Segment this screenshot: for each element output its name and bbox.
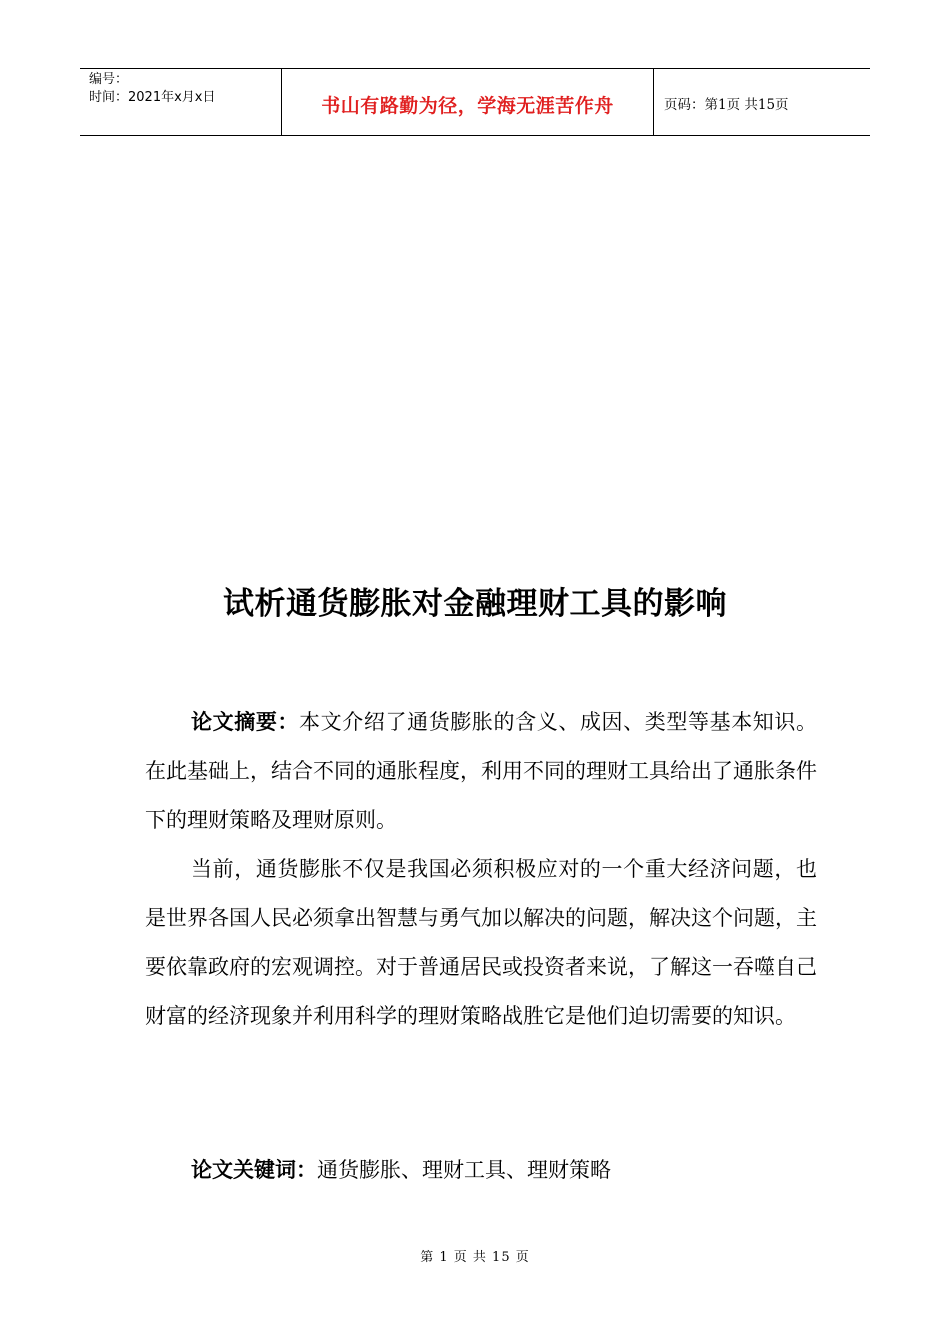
keywords-label: 论文关键词： [191,1157,317,1182]
header-motto: 书山有路勤为径，学海无涯苦作舟 [321,94,614,117]
page-footer: 第 1 页 共 15 页 [420,1250,530,1265]
abstract-paragraph [145,697,817,845]
keywords-text: 通货膨胀、理财工具、理财策略 [317,1158,611,1182]
document-time-label: 时间：2021年x月x日 [89,90,216,105]
header-motto-cell [282,69,654,135]
header-meta-cell [80,69,282,135]
header-page-cell [654,69,870,135]
intro-text: 当前，通货膨胀不仅是我国必须积极应对的一个重大经济问题，也是世界各国人民必须拿出智慧与勇气加以解决的问题，解决这个问题，主要依靠政府的宏观调控。对于普通居民或投资者来说，了解这一吞噬自己财富的经济现象并利用科学的理财策略战胜它是他们迫切需要的知识。 [145,857,817,1028]
header-table [80,68,870,136]
header-page-label: 页码：第1页 共15页 [664,97,789,113]
keywords-paragraph [145,1145,817,1195]
document-title: 试析通货膨胀对金融理财工具的影响 [223,586,727,622]
intro-paragraph [145,845,817,1041]
document-number-label: 编号： [89,72,129,87]
abstract-text: 本文介绍了通货膨胀的含义、成因、类型等基本知识。在此基础上，结合不同的通胀程度，利用不同的理财工具给出了通胀条件下的理财策略及理财原则。 [145,710,818,832]
abstract-label: 论文摘要： [191,709,300,734]
